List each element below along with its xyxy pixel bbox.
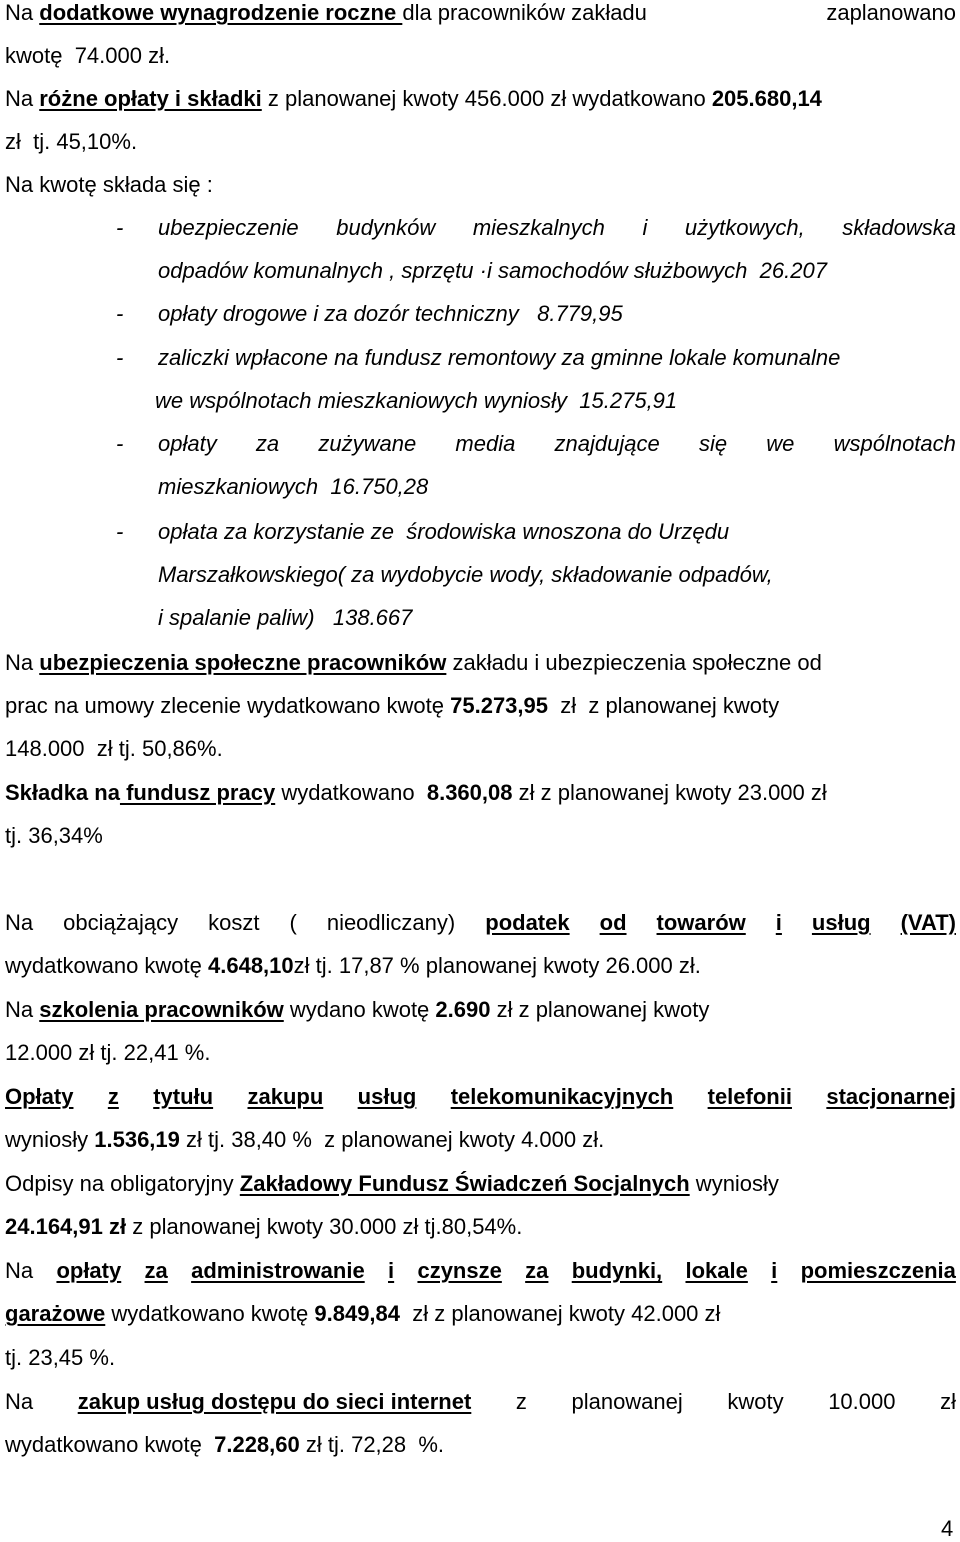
text: zł tj. 72,28 %. xyxy=(299,1432,445,1457)
vat-heading-word: i xyxy=(775,910,782,935)
text: zł z planowanej kwoty xyxy=(490,997,710,1022)
telecom-heading-word: zakupu xyxy=(247,1084,324,1109)
vat-heading-word: towarów xyxy=(656,910,746,935)
word: Na xyxy=(5,1258,34,1283)
word: zł xyxy=(940,1389,956,1414)
text: wyniosły xyxy=(689,1171,779,1196)
administration-heading-word: czynsze xyxy=(417,1258,502,1283)
administration-heading-word: opłaty xyxy=(56,1258,122,1283)
social-insurance-heading: ubezpieczenia społeczne pracowników xyxy=(39,650,447,675)
administration-heading-word: garażowe xyxy=(5,1301,106,1326)
text: zł tj. 17,87 % planowanej kwoty 26.000 zł. xyxy=(293,953,701,978)
telecom-heading-word: usług xyxy=(357,1084,417,1109)
word: Na xyxy=(5,1389,34,1414)
word: z xyxy=(515,1389,527,1414)
word: za xyxy=(255,431,280,456)
text: wydatkowano kwotę xyxy=(5,953,208,978)
internet-heading: zakup usług dostępu do sieci internet xyxy=(77,1389,472,1414)
social-fund-amount: 24.164,91 zł xyxy=(5,1214,127,1239)
paragraph-labour-fund-line-2: tj. 36,34% xyxy=(5,823,103,848)
word: ( xyxy=(289,910,297,935)
social-fund-heading: Zakładowy Fundusz Świadczeń Socjalnych xyxy=(239,1171,690,1196)
text: zakładu i ubezpieczenia społeczne od xyxy=(446,650,822,675)
text: Na xyxy=(5,86,40,111)
word: media xyxy=(455,431,516,456)
vat-heading-word: podatek xyxy=(485,910,570,935)
word: wspólnotach xyxy=(833,431,956,456)
text: zł z planowanej kwoty 42.000 zł xyxy=(400,1301,721,1326)
text: Na xyxy=(5,650,40,675)
paragraph-administration-line-3: tj. 23,45 %. xyxy=(5,1345,116,1370)
bullet-road-fees: opłaty drogowe i za dozór techniczny 8.779,95 xyxy=(158,301,623,326)
paragraph-social-insurance-line-2 xyxy=(5,693,779,719)
paragraph-annual-bonus-line-2: kwotę 74.000 zł. xyxy=(5,43,171,68)
labour-fund-label: Składka na xyxy=(5,780,120,805)
fees-amount: 205.680,14 xyxy=(711,86,822,111)
bullet-dash: - xyxy=(116,431,124,456)
bullet-dash: - xyxy=(116,519,124,544)
bullet-environment-line-2: Marszałkowskiego( za wydobycie wody, składowanie odpadów, xyxy=(158,562,773,587)
word: się xyxy=(698,431,728,456)
word: Na xyxy=(5,910,34,935)
word: we xyxy=(766,431,795,456)
paragraph-telecom-line-1 xyxy=(5,1084,956,1110)
telecom-amount: 1.536,19 xyxy=(94,1127,180,1152)
word: użytkowych, xyxy=(684,215,805,240)
social-insurance-amount: 75.273,95 xyxy=(450,693,548,718)
word: budynków xyxy=(336,215,436,240)
paragraph-social-insurance-line-3: 148.000 zł tj. 50,86%. xyxy=(5,736,223,761)
paragraph-administration-line-1 xyxy=(5,1258,956,1284)
administration-amount: 9.849,84 xyxy=(314,1301,401,1326)
paragraph-internet-line-2 xyxy=(5,1432,444,1458)
training-amount: 2.690 xyxy=(435,997,491,1022)
word: 10.000 xyxy=(828,1389,896,1414)
vat-heading-word: usług xyxy=(811,910,871,935)
paragraph-vat-line-1 xyxy=(5,910,956,936)
paragraph-internet-line-1 xyxy=(5,1389,956,1415)
page-number: 4 xyxy=(941,1516,954,1541)
telecom-heading-word: z xyxy=(107,1084,119,1109)
word: znajdujące xyxy=(554,431,660,456)
paragraph-social-insurance-line-1 xyxy=(5,650,822,676)
text: dla pracowników zakładu xyxy=(402,0,647,25)
bullet-media-line-1 xyxy=(158,431,956,457)
word: koszt xyxy=(208,910,260,935)
word: składowska xyxy=(842,215,956,240)
vat-heading-word: (VAT) xyxy=(900,910,956,935)
bullet-renovation-line-1: zaliczki wpłacone na fundusz remontowy za gminne lokale komunalne xyxy=(158,345,841,370)
bullet-dash: - xyxy=(116,345,124,370)
paragraph-annual-bonus-line-1 xyxy=(5,0,956,26)
paragraph-fees-line-1 xyxy=(5,86,822,112)
telecom-heading-word: telefonii xyxy=(707,1084,792,1109)
paragraph-telecom-line-2 xyxy=(5,1127,604,1153)
text: prac na umowy zlecenie wydatkowano kwotę xyxy=(5,693,451,718)
administration-heading-word: pomieszczenia xyxy=(800,1258,956,1283)
paragraph-labour-fund-line-1 xyxy=(5,780,827,806)
word: ubezpieczenie xyxy=(158,215,299,240)
administration-heading-word: i xyxy=(771,1258,778,1283)
paragraph-fees-line-3: Na kwotę składa się : xyxy=(5,172,213,197)
word: i xyxy=(642,215,648,240)
word: opłaty xyxy=(158,431,217,456)
telecom-heading-word: tytułu xyxy=(153,1084,214,1109)
administration-heading-word: administrowanie xyxy=(191,1258,365,1283)
labour-fund-heading: fundusz pracy xyxy=(119,780,276,805)
text: Na xyxy=(5,0,40,25)
text: wydatkowano kwotę xyxy=(105,1301,315,1326)
paragraph-social-fund-line-1 xyxy=(5,1171,779,1197)
text: wydano kwotę xyxy=(283,997,436,1022)
paragraph-vat-line-2 xyxy=(5,953,701,979)
word: nieodliczany) xyxy=(326,910,456,935)
bullet-media-line-2: mieszkaniowych 16.750,28 xyxy=(158,474,429,499)
bullet-renovation-line-2: we wspólnotach mieszkaniowych wyniosły 15.275,91 xyxy=(155,388,678,413)
bullet-environment-line-1: opłata za korzystanie ze środowiska wnoszona do Urzędu xyxy=(158,519,730,544)
paragraph-fees-line-2: zł tj. 45,10%. xyxy=(5,129,138,154)
text: wyniosły xyxy=(5,1127,95,1152)
paragraph-training-line-1 xyxy=(5,997,709,1023)
bullet-dash: - xyxy=(116,301,124,326)
administration-heading-word: za xyxy=(525,1258,549,1283)
administration-heading-word: za xyxy=(144,1258,168,1283)
word: zużywane xyxy=(318,431,417,456)
administration-heading-word: budynki, xyxy=(571,1258,663,1283)
text: wydatkowano kwotę xyxy=(5,1432,215,1457)
annual-bonus-heading: dodatkowe wynagrodzenie roczne xyxy=(39,0,403,25)
bullet-environment-line-3: i spalanie paliw) 138.667 xyxy=(158,605,413,630)
administration-heading-word: i xyxy=(388,1258,395,1283)
vat-heading-word: od xyxy=(599,910,627,935)
word: obciążający xyxy=(63,910,179,935)
text: z planowanej kwoty 456.000 zł wydatkowano xyxy=(261,86,712,111)
telecom-heading-word: stacjonarnej xyxy=(826,1084,956,1109)
bullet-insurance-line-2: odpadów komunalnych , sprzętu ·i samochodów służbowych 26.207 xyxy=(158,258,827,283)
text: zł z planowanej kwoty xyxy=(548,693,780,718)
paragraph-administration-line-2 xyxy=(5,1301,720,1327)
word: planowanej xyxy=(571,1389,683,1414)
text: zaplanowano xyxy=(826,0,956,25)
text: zł tj. 38,40 % z planowanej kwoty 4.000 zł. xyxy=(179,1127,605,1152)
bullet-dash: - xyxy=(116,215,124,240)
paragraph-training-line-2: 12.000 zł tj. 22,41 %. xyxy=(5,1040,211,1065)
text: Na xyxy=(5,997,40,1022)
vat-amount: 4.648,10 xyxy=(208,953,294,978)
internet-amount: 7.228,60 xyxy=(214,1432,300,1457)
labour-fund-amount: 8.360,08 xyxy=(426,780,513,805)
word: kwoty xyxy=(727,1389,784,1414)
word: mieszkalnych xyxy=(472,215,605,240)
telecom-heading-word: Opłaty xyxy=(5,1084,74,1109)
text: wydatkowano xyxy=(275,780,427,805)
bullet-insurance-line-1 xyxy=(158,215,956,241)
paragraph-social-fund-line-2 xyxy=(5,1214,522,1240)
text: zł z planowanej kwoty 23.000 zł xyxy=(512,780,827,805)
fees-heading: różne opłaty i składki xyxy=(39,86,262,111)
administration-heading-word: lokale xyxy=(685,1258,748,1283)
text: z planowanej kwoty 30.000 zł tj.80,54%. xyxy=(126,1214,523,1239)
telecom-heading-word: telekomunikacyjnych xyxy=(450,1084,674,1109)
text: Odpisy na obligatoryjny xyxy=(5,1171,240,1196)
training-heading: szkolenia pracowników xyxy=(39,997,284,1022)
